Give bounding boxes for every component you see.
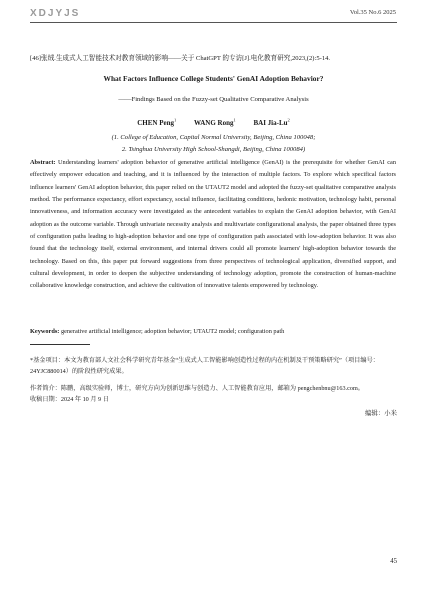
page-number: 45 (390, 558, 397, 565)
affiliation-1: (1. College of Education, Capital Normal University, Beijing, China 100048; (111, 134, 316, 141)
editor-credit: 编辑：小米 (365, 410, 397, 417)
author: BAI Jia-Lu$^2$ (253, 118, 290, 128)
english-subtitle: ——Findings Based on the Fuzzy-set Qualitative Comparative Analysis (118, 96, 309, 103)
fund-footnote: *基金项目：本文为教育部人文社会科学研究青年基金“生成式人工智能影响创造性过程的内在机制及干预策略研究”（项目编号：24YJC880014）的阶段性研究成果。 (30, 357, 379, 375)
keywords-label: Keywords: (30, 328, 60, 335)
keywords-text: generative artificial intelligence; adoption behavior; UTAUT2 model; configuration path (59, 328, 285, 335)
english-title: What Factors Influence College Students' GenAI Adoption Behavior? (103, 74, 324, 83)
author-info: 作者简介：陈鹏，高级实验师，博士，研究方向为创新思维与创造力、人工智能教育应用，邮箱为 pengchenbnu@163.com。 (30, 385, 364, 392)
author-list (0, 118, 427, 127)
author: WANG Rong$^1$ (193, 118, 236, 128)
abstract-label: Abstract: (30, 159, 56, 166)
author-info-footnote (30, 383, 400, 405)
footnote-divider (30, 344, 90, 345)
keywords (30, 328, 396, 335)
header-divider (30, 22, 397, 23)
abstract-text: Understanding learners' adoption behavior of generative artificial intelligence (GenAI) is the prerequisite for whether GenAI can effectively empower education and teaching, and it is influenced by the interaction of multiple factors. To explore which specifical factors influence learners' GenAI adoption behavior, this paper relied on the UTAUT2 model and adopted the fuzzy-set qualitative comparative analysis method. The performance expectancy, effort expectancy, social influence, facilitating conditions, hedonic motivation, technology habit, personal innovativeness, and information accuracy were investigated as the antecedent variables to explain the GenAI adoption behavior, with GenAI adoption as the outcome variable. Through univariate necessity analysis and multivariate configurational analysis, the paper obtained three types of configuration paths leading to high-adoption behavior and one type of configuration path associated with low-adoption behavior. It was also found that the technology itself, external environment, and internal drivers could all promote learners' high-adoption behavior towards the technology. Based on this, this paper put forward suggestions from three perspectives of technological application, diversified support, and cultural development, in order to deepen the subjective understanding of technology adoption, promote the construction of human-machine collaborative knowledge construction, and achieve the cultivation of innovative talents empowered by technology. (30, 159, 396, 290)
volume-info: Vol.35 No.6 2025 (349, 9, 396, 16)
author: CHEN Peng$^1$ (137, 118, 177, 128)
reference-46: [46]张绒.生成式人工智能技术对教育领域的影响——关于 ChatGPT 的专访[J].电化教育研究,2023,(2):5-14. (30, 55, 331, 62)
affiliation-2: 2. Tsinghua University High School-Shangdi, Beijing, China 100084) (121, 146, 306, 153)
received-date: 收稿日期：2024 年 10 月 9 日 (30, 396, 109, 403)
journal-logo: XDJYJS (30, 8, 81, 19)
abstract (30, 157, 396, 293)
